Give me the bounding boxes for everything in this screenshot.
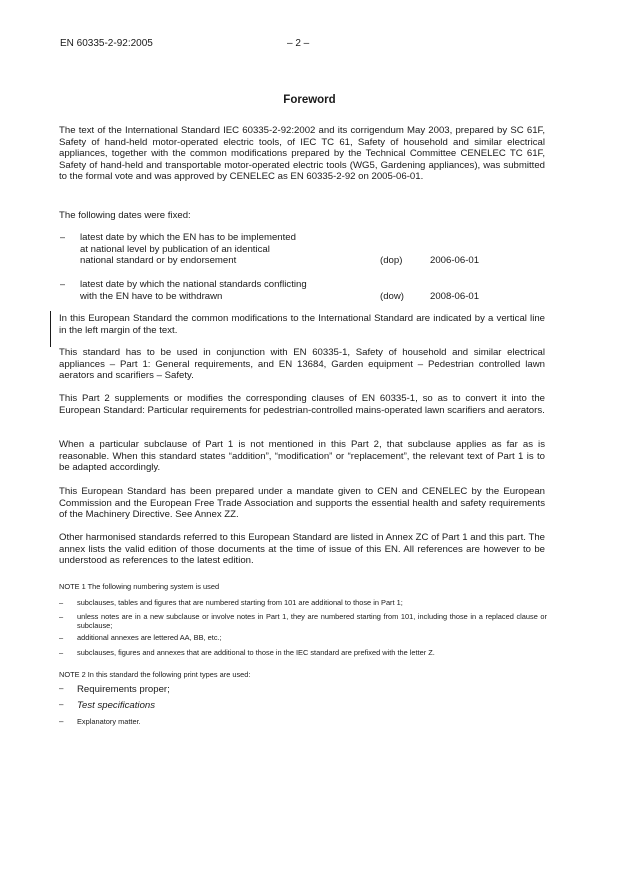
- foreword-paragraph-2: In this European Standard the common modifications to the International Standard are indicated by a vertical line in the left margin of the text.: [59, 313, 545, 336]
- date-value: 2008-06-01: [430, 290, 480, 302]
- note-item-text: subclauses, figures and annexes that are additional to those in the IEC standard are prefixed with the letter Z.: [77, 648, 435, 657]
- date-item-text: [80, 279, 380, 302]
- modification-margin-line: [50, 311, 51, 347]
- page-title: Foreword: [283, 94, 336, 106]
- note-1-item: [59, 612, 549, 630]
- date-abbreviation: (dop): [380, 255, 403, 266]
- dash-bullet: –: [59, 633, 64, 642]
- dash-bullet: –: [59, 684, 64, 693]
- print-type-test-specifications: Test specifications: [77, 700, 156, 711]
- foreword-paragraph-6: This European Standard has been prepared under a mandate given to CEN and CENELEC by the European Commission and the European Free Trade Association and supports the essential health and safety requirements of the Machinery Directive. See Annex ZZ.: [59, 486, 545, 521]
- dash-bullet: –: [59, 598, 64, 607]
- document-id: EN 60335-2-92:2005: [60, 38, 153, 49]
- dash-bullet: –: [59, 612, 64, 621]
- date-item-line: latest date by which the EN has to be implemented: [80, 232, 296, 243]
- date-item-line: with the EN have to be withdrawn: [80, 290, 223, 302]
- print-type-explanatory: Explanatory matter.: [77, 717, 141, 726]
- note-item-text: subclauses, tables and figures that are numbered starting from 101 are additional to those in Part 1;: [77, 598, 403, 607]
- date-item-dow: [0, 279, 619, 304]
- dash-bullet: –: [59, 717, 64, 726]
- print-type-requirements: Requirements proper;: [77, 684, 170, 695]
- page-number: – 2 –: [287, 38, 310, 49]
- foreword-paragraph-3: This standard has to be used in conjunction with EN 60335-1, Safety of household and similar electrical appliances – Part 1: General requirements, and EN 13684, Garden equipment – Pedestrian controlled lawn aerators and scarifiers – Safety.: [59, 347, 545, 382]
- note-1-item: [59, 648, 549, 657]
- foreword-paragraph-4: This Part 2 supplements or modifies the corresponding clauses of EN 60335-1, so as to convert it into the European Standard: Particular requirements for pedestrian-controlled mains-operated lawn scarifiers and aerators.: [59, 393, 545, 416]
- note-1-title: NOTE 1 The following numbering system is used: [59, 582, 220, 591]
- date-item-line: at national level by publication of an identical: [80, 243, 270, 255]
- note-item-text: unless notes are in a new subclause or involve notes in Part 1, they are numbered starting from 101, including those in a replaced clause or subclause;: [77, 612, 547, 630]
- dash-bullet: –: [60, 279, 66, 289]
- note-1-item: [59, 598, 549, 607]
- dash-bullet: –: [59, 648, 64, 657]
- foreword-paragraph-1: The text of the International Standard IEC 60335-2-92:2002 and its corrigendum May 2003, prepared by SC 61F, Safety of hand-held motor-operated electric tools, of IEC TC 61, Safety of household and similar electrical appliances, together with the common modifications prepared by the Technical Committee CENELEC TC 61F, Safety of hand-held and transportable motor-operated electric tools (WG5, Gardening appliances), was submitted to the formal vote and was approved by CENELEC as EN 60335-2-92 on 2005-06-01.: [59, 125, 545, 183]
- date-value: 2006-06-01: [430, 255, 480, 266]
- foreword-paragraph-5: When a particular subclause of Part 1 is not mentioned in this Part 2, that subclause applies as far as is reasonable. When this standard states “addition”, “modification” or “replacement”, the relevant text of Part 1 is to be adapted accordingly.: [59, 439, 545, 474]
- note-1-item: [59, 633, 549, 642]
- note-item-text: additional annexes are lettered AA, BB, etc.;: [77, 633, 222, 642]
- dates-intro: The following dates were fixed:: [59, 210, 191, 221]
- date-abbreviation: (dow): [380, 290, 404, 302]
- date-item-text: [80, 232, 380, 267]
- dash-bullet: –: [60, 232, 66, 242]
- date-item-line: national standard or by endorsement: [80, 255, 237, 267]
- dash-bullet: –: [59, 700, 64, 709]
- foreword-paragraph-7: Other harmonised standards referred to this European Standard are listed in Annex ZC of Part 1 and this part. The annex lists the valid edition of those documents at the time of issue of this EN. All references are however to be understood as references to the latest edition.: [59, 532, 545, 567]
- date-item-line: latest date by which the national standards conflicting: [80, 279, 307, 290]
- note-2-title: NOTE 2 In this standard the following print types are used:: [59, 670, 251, 679]
- date-item-dop: [0, 232, 619, 268]
